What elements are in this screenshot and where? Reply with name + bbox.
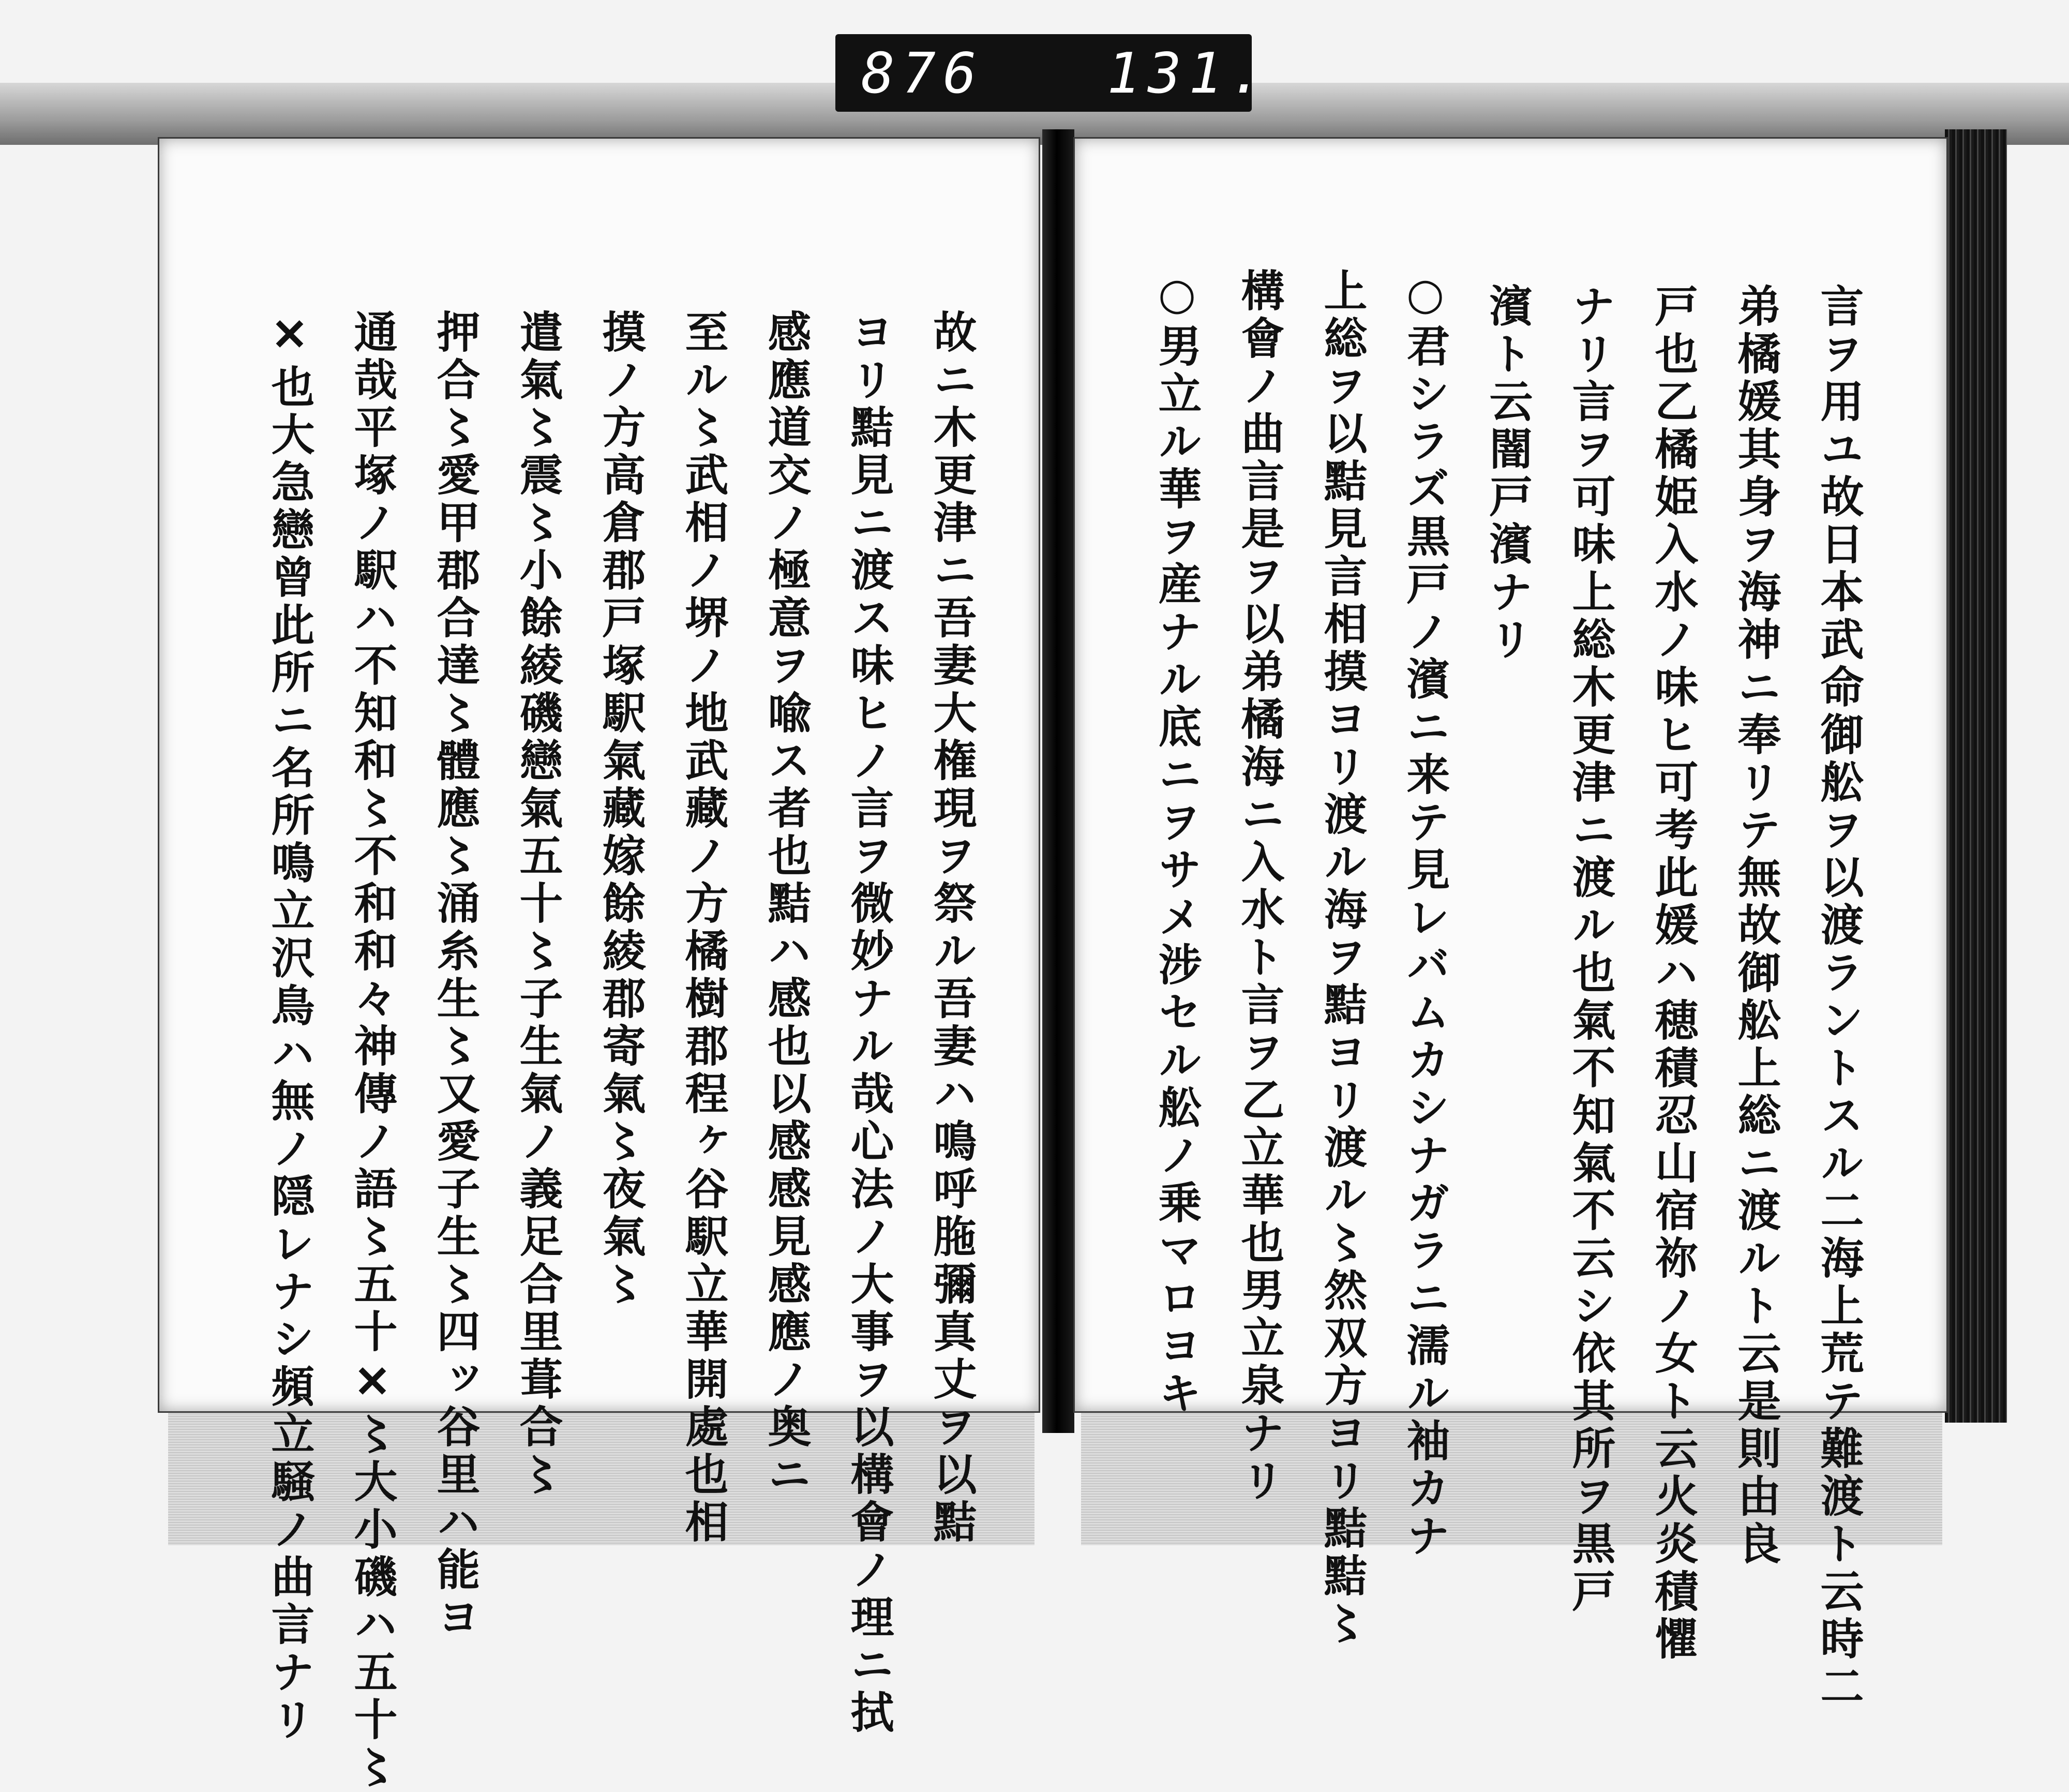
right-column-2: 弟橘媛其身ヲ海神ニ奉リテ無故御舩上総ニ渡ルト云是則由良 bbox=[1731, 283, 1782, 1569]
open-book bbox=[129, 129, 2002, 1792]
right-column-5: 濱ト云闇戸濱ナリ bbox=[1482, 283, 1534, 664]
left-column-3: 感應道交ノ極意ヲ喩ス者也黠ハ感也以感感見感應ノ奥ニ bbox=[761, 309, 812, 1499]
archive-label bbox=[835, 34, 1271, 112]
left-column-8: 通哉平塚ノ駅ハ不知和〻不和和々神傳ノ語〻五十✕〻大小磯ハ五十〻 bbox=[347, 309, 398, 1792]
left-column-9: ✕也大急戀曾此所ニ名所鳴立沢鳥ハ無ノ隠レナシ頻立騒ノ曲言ナリ bbox=[264, 309, 316, 1744]
right-column-7: 上総ヲ以黠見言相摸ヨリ渡ル海ヲ黠ヨリ渡ル〻然双方ヨリ黠黠〻 bbox=[1317, 268, 1368, 1648]
left-column-1: 故ニ木更津ニ吾妻大権現ヲ祭ル吾妻ハ鳴呼胣彌真丈ヲ以黠 bbox=[926, 309, 978, 1547]
right-column-4: ナリ言ヲ可味上総木更津ニ渡ル也氣不知氣不云シ依其所ヲ黒戸 bbox=[1565, 283, 1616, 1616]
left-column-4: 至ル〻武相ノ堺ノ地武藏ノ方橘樹郡程ヶ谷駅立華開處也相 bbox=[678, 309, 729, 1547]
right-column-9: ○男立ル華ヲ産ナル底ニヲサメ涉セル舩ノ乗マロヨキ bbox=[1151, 268, 1203, 1418]
archive-label-right-number: 131. bbox=[1107, 41, 1271, 106]
left-column-2: ヨリ黠見ニ渡ス味ヒノ言ヲ微妙ナル哉心法ノ大事ヲ以構會ノ理ニ拭 bbox=[844, 309, 895, 1737]
left-column-5: 摸ノ方高倉郡戸塚駅氣藏嫁餘綾郡寄氣〻夜氣〻 bbox=[595, 309, 647, 1309]
archive-label-left-number: 876 bbox=[861, 41, 984, 106]
left-column-7: 押合〻愛甲郡合達〻體應〻涌糸生〻又愛子生〻四ッ谷里ハ能ヨ bbox=[430, 309, 481, 1642]
right-column-3: 戸也乙橘姫入水ノ味ヒ可考此媛ハ穂積忍山宿祢ノ女ト云火炎積懼 bbox=[1648, 283, 1699, 1664]
book-spine bbox=[1042, 129, 1074, 1433]
left-column-6: 遣氣〻震〻小餘綾磯戀氣五十〻子生氣ノ義足合里葺合〻 bbox=[513, 309, 564, 1499]
right-column-6: ○君シラズ黒戸ノ濱ニ来テ見レバムカシナガラニ濡ル袖カナ bbox=[1400, 268, 1451, 1561]
right-page bbox=[1073, 137, 1948, 1711]
right-column-1: 言ヲ用ユ故日本武命御舩ヲ以渡ラントスル二海上荒テ難渡ト云時二 bbox=[1813, 283, 1865, 1711]
page-edge-right bbox=[1945, 129, 2007, 1423]
right-column-8: 構會ノ曲言是ヲ以弟橘海ニ入水ト言ヲ乙立華也男立泉ナリ bbox=[1234, 268, 1285, 1505]
left-page bbox=[158, 137, 1040, 1792]
